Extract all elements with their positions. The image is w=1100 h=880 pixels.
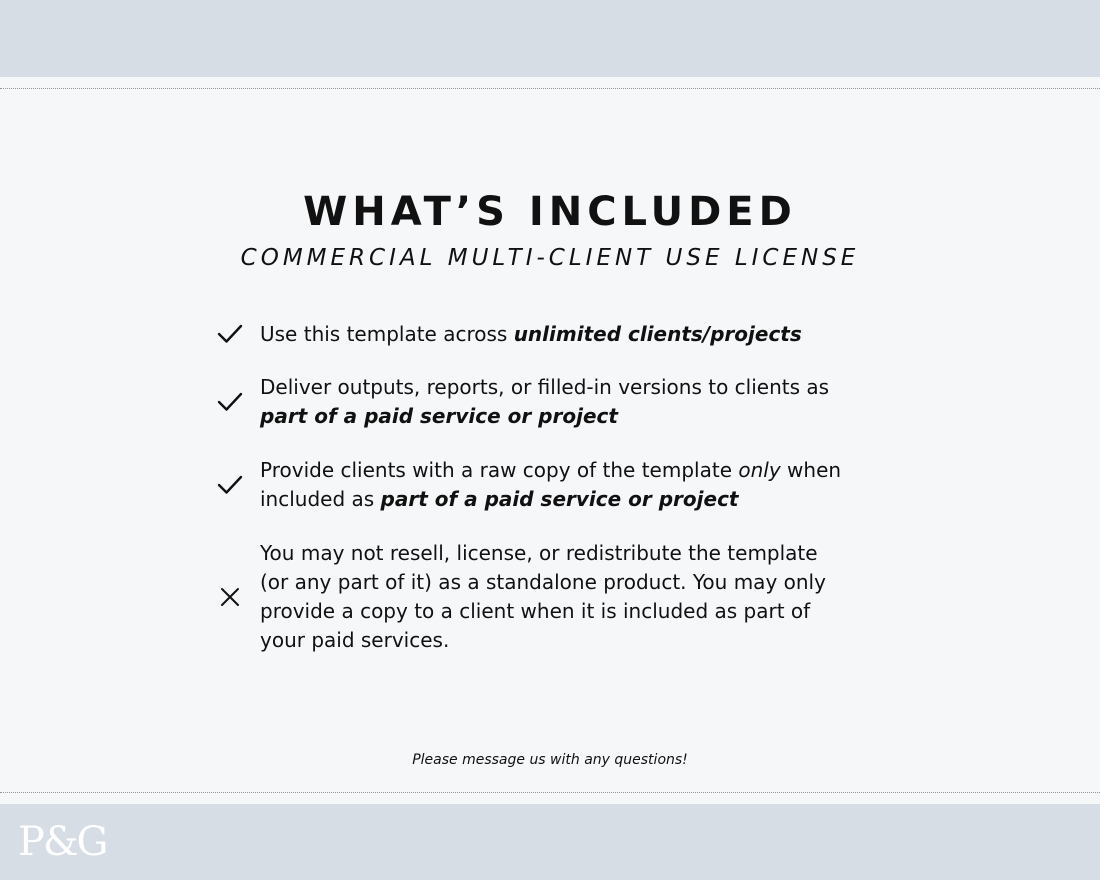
item-text-line: your paid services. bbox=[260, 628, 450, 652]
x-icon bbox=[214, 581, 246, 613]
item-text-plain: included as bbox=[260, 487, 381, 511]
license-item-text bbox=[260, 373, 829, 431]
check-icon bbox=[214, 318, 246, 350]
item-text-line bbox=[260, 456, 841, 485]
item-text-plain: when bbox=[780, 458, 842, 482]
license-item-text bbox=[260, 539, 826, 655]
item-text-line: (or any part of it) as a standalone product. You may only bbox=[260, 570, 826, 594]
license-item-text bbox=[260, 320, 802, 349]
item-text-line: You may not resell, license, or redistribute the template bbox=[260, 541, 818, 565]
license-item-unlimited-clients bbox=[214, 318, 894, 350]
bottom-band bbox=[0, 804, 1100, 880]
license-item-text bbox=[260, 456, 841, 514]
item-text-emphasis: part of a paid service or project bbox=[260, 404, 618, 428]
page-subtitle: COMMERCIAL MULTI-CLIENT USE LICENSE bbox=[240, 245, 860, 271]
item-text-line: provide a copy to a client when it is included as part of bbox=[260, 599, 811, 623]
check-icon bbox=[214, 469, 246, 501]
license-item-deliver-outputs bbox=[214, 373, 894, 431]
item-text-line: Deliver outputs, reports, or filled-in versions to clients as bbox=[260, 375, 830, 399]
page-title: WHAT’S INCLUDED bbox=[303, 189, 797, 235]
item-text-emphasis: unlimited clients/projects bbox=[513, 321, 802, 346]
item-text-plain: Use this template across bbox=[260, 321, 514, 346]
bottom-dotted-divider bbox=[0, 792, 1100, 793]
item-text-emphasis: part of a paid service or project bbox=[380, 487, 739, 511]
brand-logo: P&G bbox=[18, 819, 107, 865]
license-item-no-resale bbox=[214, 539, 894, 655]
item-text-italic: only bbox=[738, 458, 781, 482]
item-text-plain: Provide clients with a raw copy of the template bbox=[260, 458, 739, 482]
top-band bbox=[0, 0, 1100, 77]
top-dotted-divider bbox=[0, 88, 1100, 89]
item-text-line bbox=[260, 485, 841, 514]
license-item-raw-copy bbox=[214, 456, 894, 514]
check-icon bbox=[214, 386, 246, 418]
footer-note: Please message us with any questions! bbox=[412, 752, 688, 768]
